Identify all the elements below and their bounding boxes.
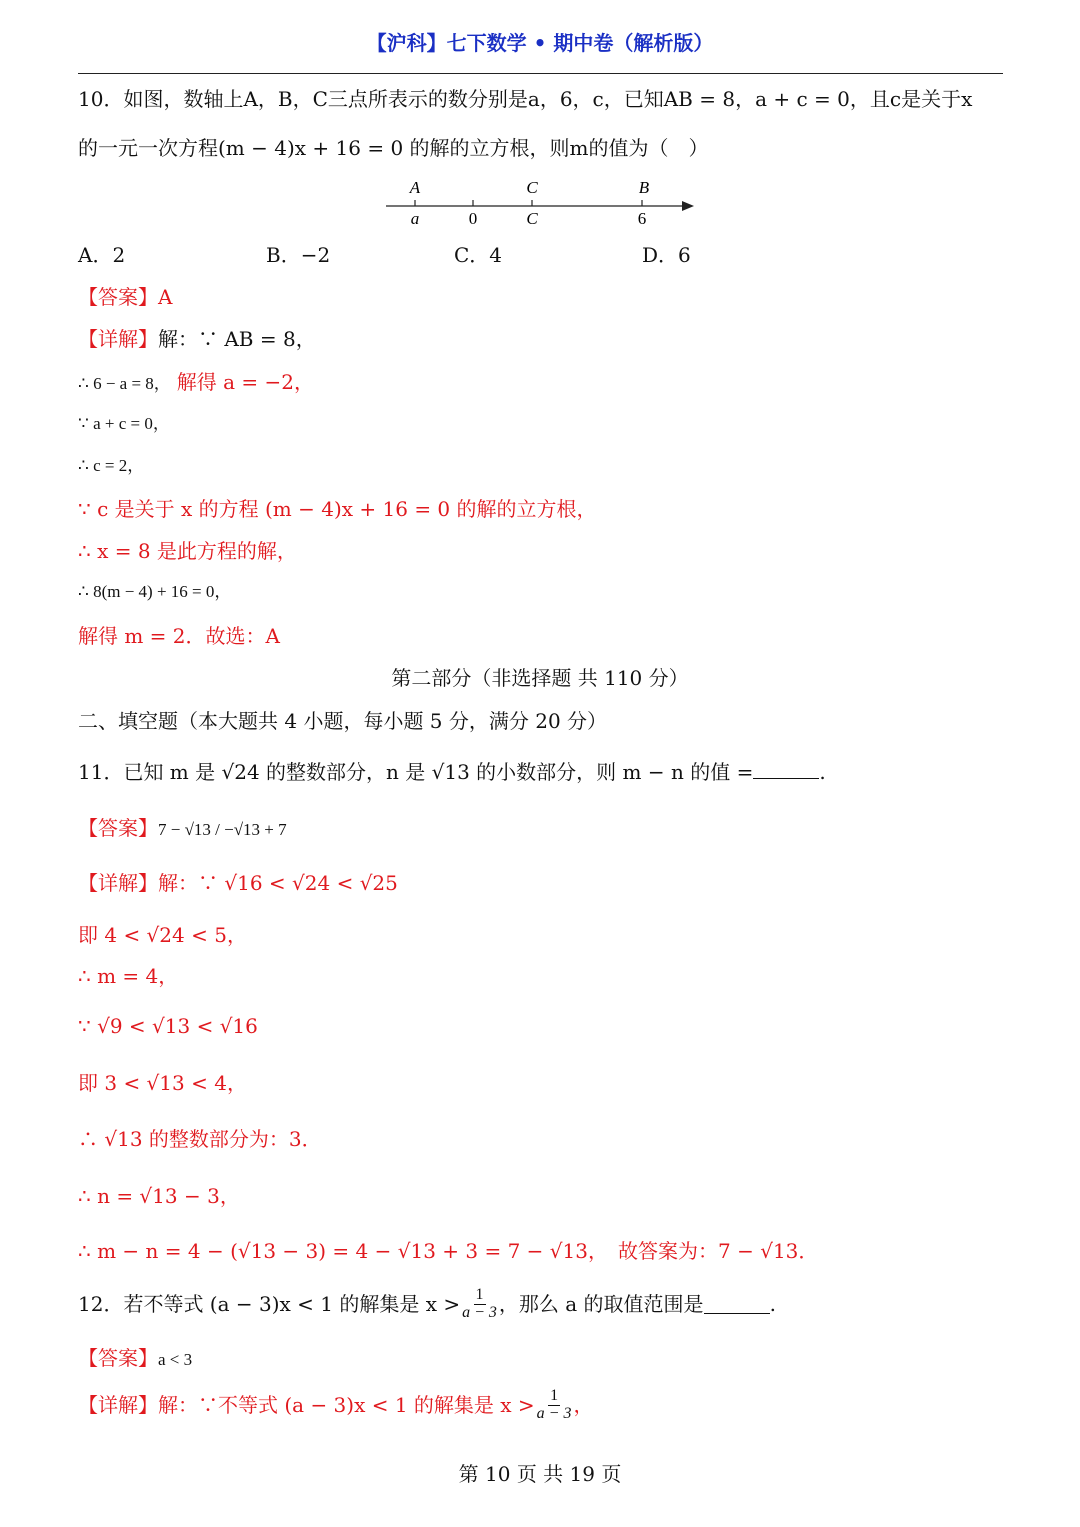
q10-stem-line1: 10．如图，数轴上A，B，C三点所表示的数分别是a，6，c，已知AB = 8，a + c = 0，且c是关于x (78, 87, 973, 111)
q11-detail-step-5: 即 3 < √13 < 4， (78, 1071, 247, 1095)
q10-detail-step-5: ∵ c 是关于 x 的方程 (m − 4)x + 16 = 0 的解的立方根， (78, 497, 597, 521)
point-value-a: a (410, 209, 420, 228)
point-value-zero: 0 (468, 209, 478, 228)
q11-detail-step-6: ∴ √13 的整数部分为：3． (78, 1127, 322, 1151)
q11-detail-step-1: 【详解】解：∵ √16 < √24 < √25 (78, 871, 398, 895)
q10-detail-step-4: ∴ c = 2， (78, 456, 145, 475)
point-label-b-top: B (638, 178, 650, 197)
q12-detail-fraction: $\frac{1}{a - 3}$ (536, 1387, 572, 1422)
q10-detail-step-1: 【详解】解：∵ AB = 8， (78, 327, 316, 351)
point-label-c-top: C (526, 178, 538, 197)
q10-option-a: A．2 (78, 243, 126, 267)
page-header-title: 【沪科】七下数学 • 期中卷（解析版） (366, 31, 714, 55)
q10-option-d: D．6 (642, 243, 691, 267)
number-line-arrow (682, 201, 694, 211)
q10-detail-step-7: ∴ 8(m − 4) + 16 = 0， (78, 582, 232, 601)
q10-option-c: C．4 (454, 243, 503, 267)
q11-answer-blank (753, 760, 819, 779)
q11-answer: 【答案】7 − √13 / −√13 + 7 (78, 816, 287, 840)
point-value-six: 6 (637, 209, 647, 228)
part2-title: 第二部分（非选择题 共 110 分） (391, 666, 689, 690)
q10-detail-step-6: ∴ x = 8 是此方程的解， (78, 539, 297, 563)
page-footer: 第 10 页 共 19 页 (458, 1462, 622, 1486)
q11-stem: 11．已知 m 是 √24 的整数部分，n 是 √13 的小数部分，则 m − n 的值 = . (78, 760, 826, 784)
header-divider (78, 73, 1003, 74)
number-line-figure (380, 175, 700, 230)
q12-answer-blank (704, 1295, 770, 1314)
q11-detail-step-2: 即 4 < √24 < 5， (78, 923, 247, 947)
section-fill-in-blank: 二、填空题（本大题共 4 小题，每小题 5 分，满分 20 分） (78, 709, 608, 733)
q12-detail-step-1: 【详解】 解：∵不等式 (a − 3)x < 1 的解集是 x > $\frac{1}{a - 3}$ ， (78, 1387, 594, 1422)
q12-answer: 【答案】a < 3 (78, 1346, 193, 1370)
q11-detail-step-4: ∵ √9 < √13 < √16 (78, 1014, 258, 1038)
point-value-c: C (526, 209, 538, 228)
q10-detail-step-2: ∴ 6 − a = 8， 解得 a = −2， (78, 370, 315, 394)
q10-option-b: B．−2 (266, 243, 331, 267)
q11-detail-step-7: ∴ n = √13 − 3， (78, 1184, 240, 1208)
q11-detail-step-3: ∴ m = 4， (78, 964, 179, 988)
q12-fraction: $\frac{1}{a - 3}$ (462, 1286, 497, 1321)
q10-detail-step-3: ∵ a + c = 0， (78, 414, 170, 433)
q11-detail-step-8: ∴ m − n = 4 − (√13 − 3) = 4 − √13 + 3 = 7 − √13， 故答案为：7 − √13． (78, 1239, 819, 1263)
q10-detail-step-8: 解得 m = 2．故选：A (78, 624, 280, 648)
q10-stem-line2: 的一元一次方程(m − 4)x + 16 = 0 的解的立方根，则m的值为（ ） (78, 136, 709, 160)
q12-stem: 12．若不等式 (a − 3)x < 1 的解集是 x > $\frac{1}{a - 3}$ ，那么 a 的取值范围是 . (78, 1286, 776, 1321)
point-label-a-top: A (409, 178, 421, 197)
q10-answer: 【答案】A (78, 285, 173, 309)
